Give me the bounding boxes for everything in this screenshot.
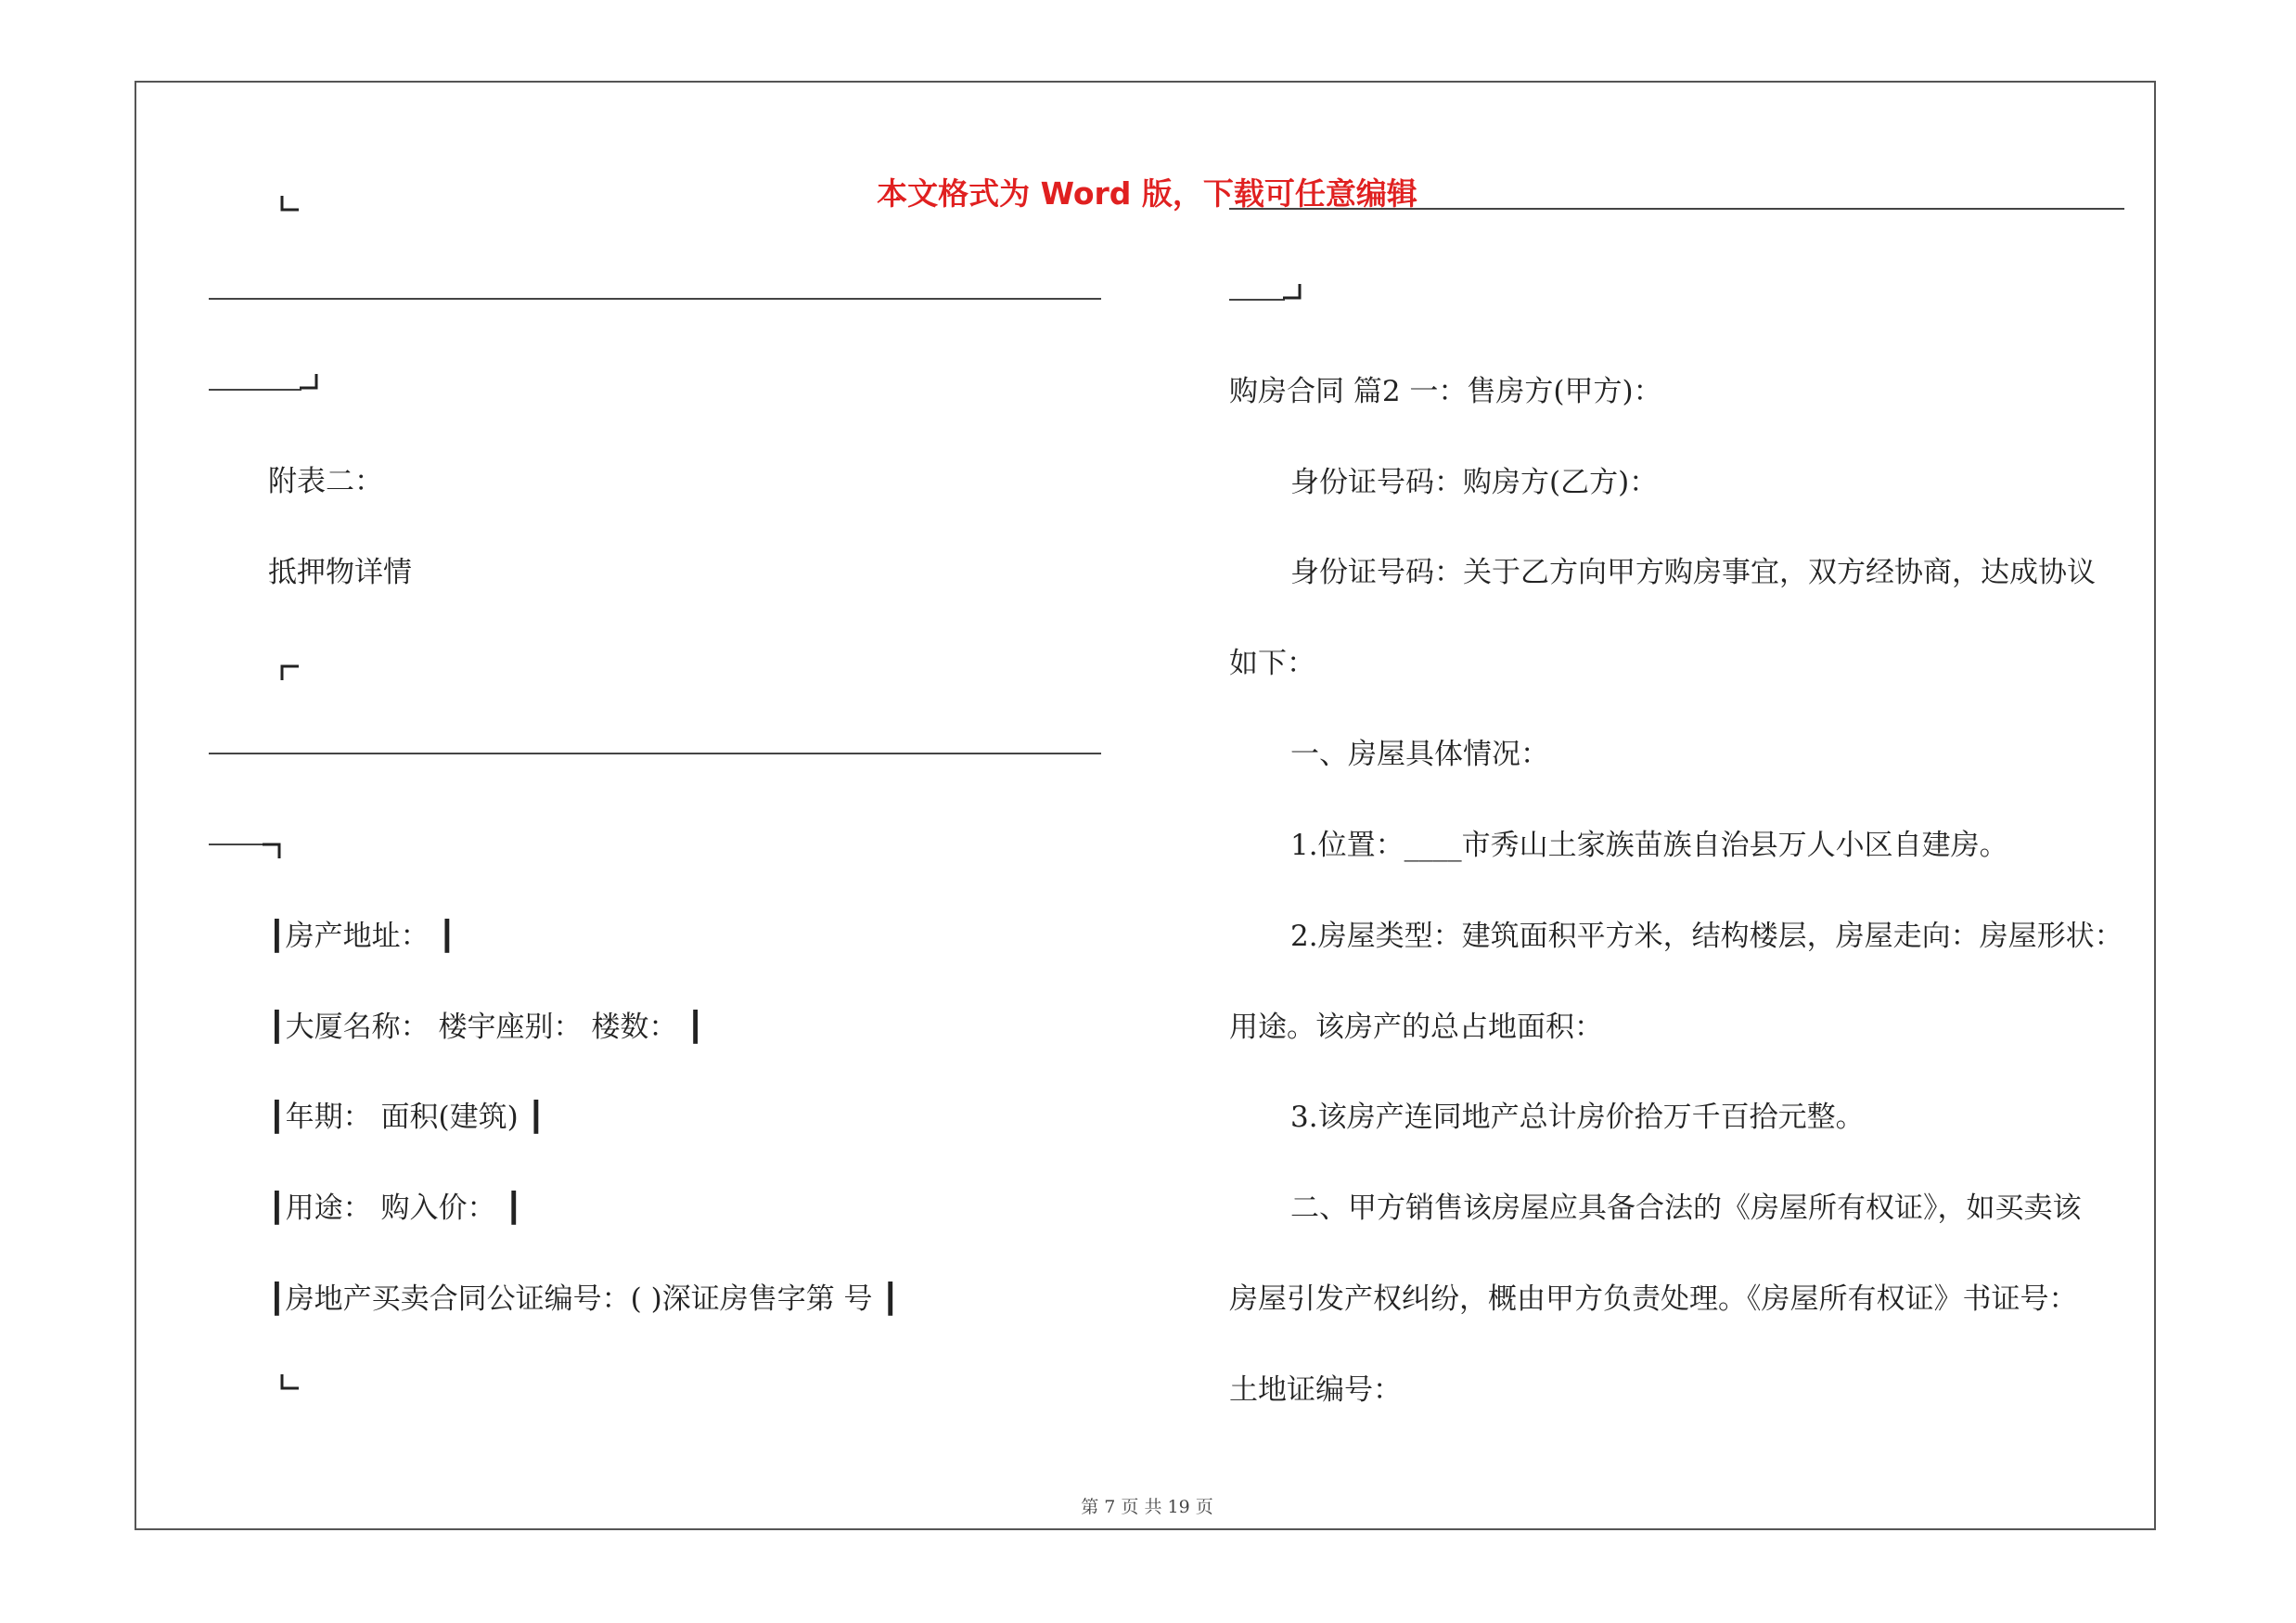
paragraph: 身份证号码：关于乙方向甲方购房事宜，双方经协商，达成协议 [1290, 556, 2096, 589]
table-border-line [209, 389, 301, 391]
table-row-notary-number: ┃房地产买卖合同公证编号：( )深证房售字第 号 ┃ [268, 1282, 900, 1316]
table-corner-bottom-left-icon [280, 196, 301, 213]
paragraph: 身份证号码：购房方(乙方)： [1290, 466, 1659, 499]
table-border-line [209, 844, 264, 845]
table-row-property-address: ┃房产地址： ┃ [268, 920, 456, 953]
paragraph: 1.位置：____市秀山土家族苗族自治县万人小区自建房。 [1290, 829, 2008, 862]
appendix-title: 附表二： [268, 465, 383, 498]
paragraph: 土地证编号： [1229, 1373, 1402, 1407]
table-border-line [209, 298, 1101, 300]
paragraph: 二、甲方销售该房屋应具备合法的《房屋所有权证》，如买卖该 [1290, 1191, 2082, 1225]
paragraph: 3.该房产连同地产总计房价拾万千百拾元整。 [1290, 1101, 1865, 1134]
table-corner-bottom-left-icon [280, 1374, 301, 1391]
paragraph: 2.房屋类型：建筑面积平方米，结构楼层，房屋走向：房屋形状： [1290, 920, 2123, 953]
paragraph: 如下： [1229, 647, 1315, 680]
page-number: 第 7 页 共 19 页 [1081, 1497, 1213, 1517]
table-border-line [209, 753, 1101, 754]
table-row-building-name: ┃大厦名称： 楼宇座别： 楼数： ┃ [268, 1011, 704, 1044]
paragraph: 用途。该房产的总占地面积： [1229, 1011, 1603, 1044]
table-corner-bottom-right-icon [300, 374, 320, 391]
table-corner-bottom-right-icon [1283, 284, 1303, 301]
appendix-subtitle: 抵押物详情 [268, 556, 412, 589]
contract-heading: 购房合同 篇2 一：售房方(甲方)： [1229, 375, 1662, 408]
table-border-line [1229, 299, 1285, 301]
table-row-term-area: ┃年期： 面积(建筑) ┃ [268, 1101, 545, 1134]
table-corner-top-left-icon [280, 663, 301, 680]
format-banner: 本文格式为 Word 版，下载可任意编辑 [877, 175, 1417, 212]
table-row-use-price: ┃用途： 购入价： ┃ [268, 1191, 523, 1225]
table-border-line [1229, 208, 2124, 210]
page-frame [135, 81, 2156, 1530]
paragraph: 房屋引发产权纠纷，概由甲方负责处理。《房屋所有权证》书证号： [1229, 1282, 2078, 1316]
table-corner-top-right-icon [263, 842, 283, 858]
section-heading: 一、房屋具体情况： [1290, 738, 1549, 771]
